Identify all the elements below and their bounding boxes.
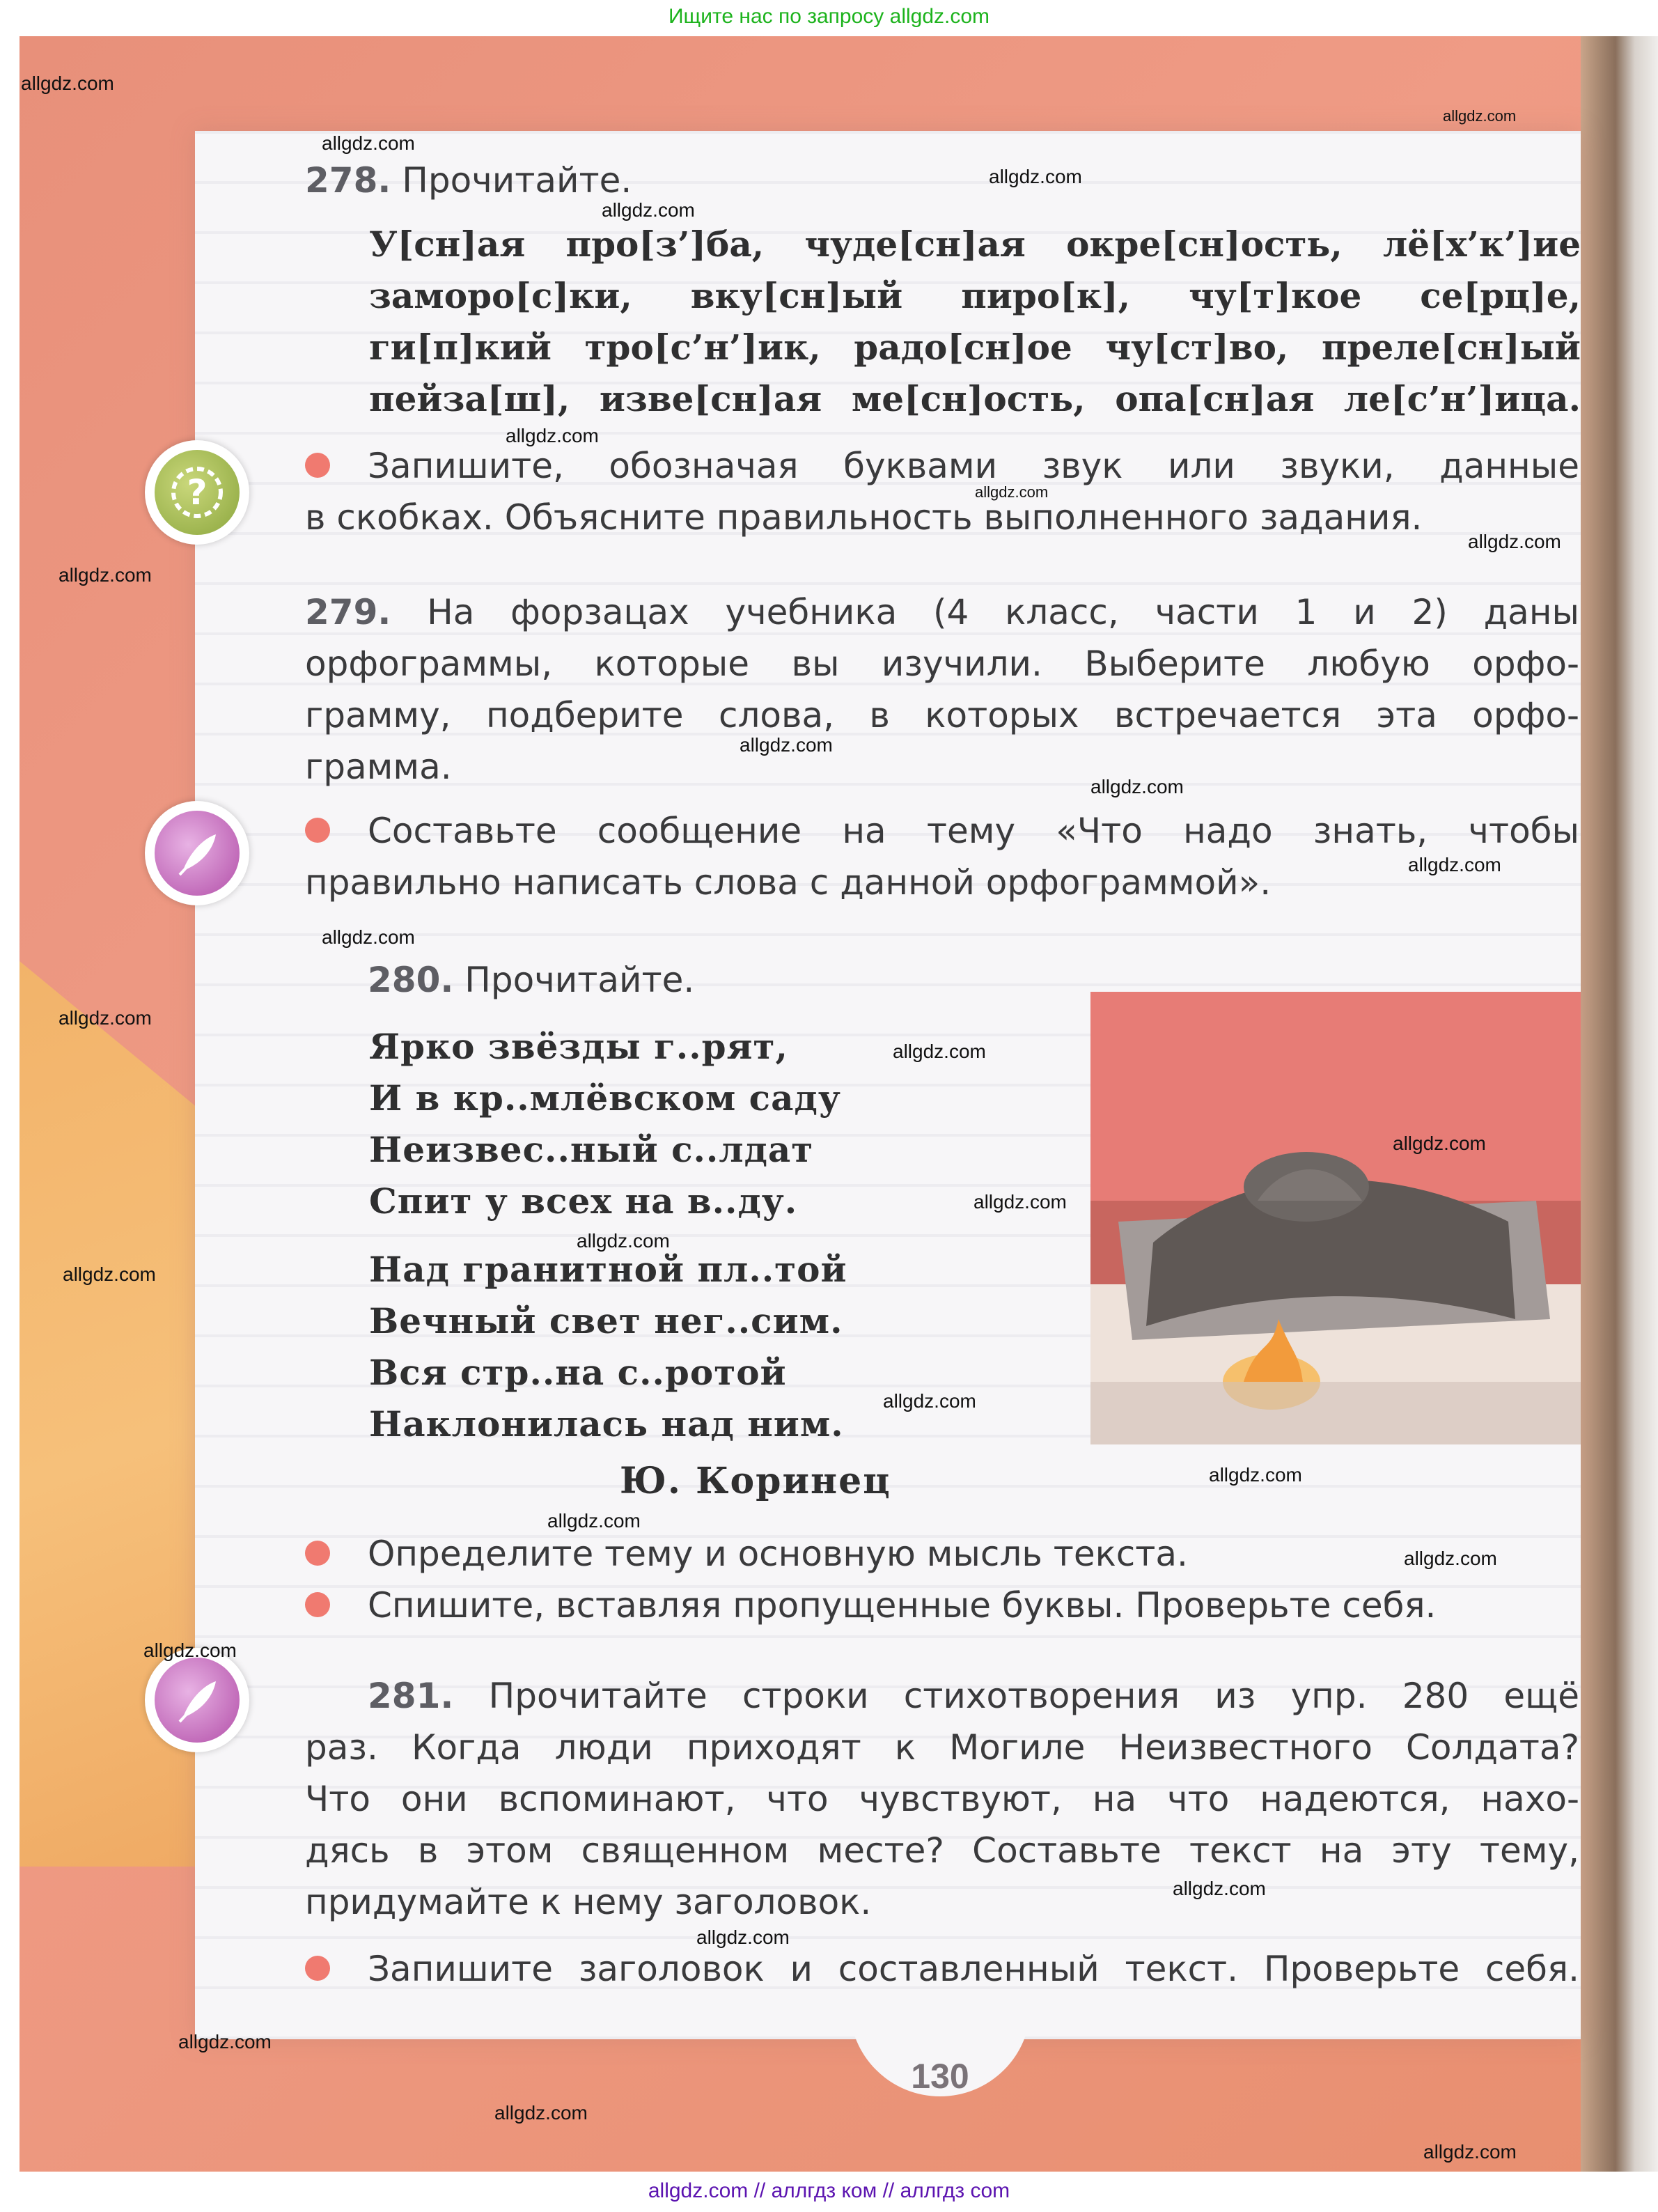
watermark: allgdz.com — [21, 72, 114, 94]
book-spine-edge — [1581, 36, 1658, 2172]
ex280-task-2: Спишите, вставляя пропущенные буквы. Проверьте себя. — [368, 1585, 1437, 1626]
poem-line-3: Неизвес..ный с..лдат — [369, 1129, 814, 1170]
ex279-line-1 — [305, 586, 1579, 638]
ex280-number: 280. — [368, 960, 454, 1000]
question-icon — [145, 440, 249, 545]
watermark: allgdz.com — [1443, 107, 1517, 125]
watermark: allgdz.com — [178, 2031, 272, 2053]
ex279-text-1: На форзацах учебника (4 класс, части 1 и 2) даны — [427, 592, 1579, 632]
ex279-line-3: грамму, подберите слова, в которых встречается эта орфо- — [305, 695, 1579, 735]
question-icon-fill — [155, 450, 240, 535]
top-banner[interactable]: Ищите нас по запросу allgdz.com — [668, 5, 990, 28]
feather-pen-icon-fill — [155, 811, 240, 896]
ex281-text-1: Прочитайте строки стихотворения из упр. 280 ещё — [488, 1676, 1579, 1716]
watermark: allgdz.com — [696, 1926, 790, 1948]
poem-line-7: Вся стр..на с..ротой — [369, 1352, 787, 1393]
ex278-number: 278. — [305, 160, 391, 201]
ex281-line-2: раз. Когда люди приходят к Могиле Неизвестного Солдата? — [305, 1727, 1579, 1768]
ex279-task-line-1: Составьте сообщение на тему «Что надо знать, чтобы — [368, 811, 1579, 851]
ex281-line-4: дясь в этом священном месте? Составьте текст на эту тему, — [305, 1830, 1579, 1871]
ex278-task-line-2: в скобках. Объясните правильность выполненного задания. — [305, 497, 1423, 538]
watermark: allgdz.com — [740, 734, 833, 756]
watermark: allgdz.com — [1209, 1464, 1302, 1486]
watermark: allgdz.com — [1173, 1878, 1266, 1899]
ex279-number: 279. — [305, 592, 391, 632]
ex278-line-1: У[сн]ая про[з’]ба, чуде[сн]ая окре[сн]ость, лё[х’к’]ие — [369, 224, 1581, 265]
ex278-title: Прочитайте. — [402, 160, 632, 201]
eternal-flame-photo — [1090, 992, 1581, 1444]
feather-icon — [155, 811, 240, 896]
ex278-line-4: пейза[ш], изве[сн]ая ме[сн]ость, опа[сн]ая ле[с’н’]ица. — [369, 378, 1581, 419]
ex281-line-1 — [368, 1670, 1579, 1722]
ex278-line-3: ги[п]кий тро[с’н’]ик, радо[сн]ое чу[ст]во, преле[сн]ый — [369, 327, 1581, 368]
watermark: allgdz.com — [143, 1639, 237, 1661]
watermark: allgdz.com — [989, 166, 1082, 187]
bullet-marker — [305, 1541, 330, 1566]
watermark: allgdz.com — [58, 1007, 152, 1029]
tomb-of-unknown-soldier-image — [1090, 992, 1581, 1444]
watermark: allgdz.com — [506, 425, 599, 446]
watermark: allgdz.com — [494, 2102, 588, 2124]
watermark: allgdz.com — [883, 1390, 976, 1412]
poem-line-6: Вечный свет нег..сим. — [369, 1300, 843, 1341]
watermark: allgdz.com — [1423, 2141, 1517, 2163]
watermark: allgdz.com — [322, 926, 415, 948]
feather-pen-icon — [145, 801, 249, 905]
poem-line-2: И в кр..млёвском саду — [369, 1077, 841, 1119]
ex281-number: 281. — [368, 1676, 454, 1716]
ex279-line-4: грамма. — [305, 747, 452, 787]
page-number: 130 — [911, 2057, 969, 2096]
ex281-task: Запишите заголовок и составленный текст. Проверьте себя. — [368, 1949, 1579, 1989]
watermark: allgdz.com — [577, 1230, 670, 1252]
feather-pen-icon-fill — [155, 1658, 240, 1743]
ex279-line-2: орфограммы, которые вы изучили. Выберите любую орфо- — [305, 644, 1579, 684]
poem-line-1: Ярко звёзды г..рят, — [369, 1026, 788, 1067]
bullet-marker — [305, 1956, 330, 1981]
ex281-line-3: Что они вспоминают, что чувствуют, на что надеются, нахо- — [305, 1779, 1579, 1819]
watermark: allgdz.com — [1468, 531, 1561, 552]
bullet-marker — [305, 818, 330, 843]
ex280-task-1: Определите тему и основную мысль текста. — [368, 1534, 1188, 1574]
watermark: allgdz.com — [1090, 776, 1184, 797]
watermark: allgdz.com — [63, 1263, 156, 1285]
question-mark-icon — [155, 450, 240, 535]
poem-line-4: Спит у всех на в..ду. — [369, 1181, 798, 1222]
bullet-marker — [305, 453, 330, 478]
ex279-task-line-2: правильно написать слова с данной орфограммой». — [305, 862, 1272, 903]
watermark: allgdz.com — [975, 483, 1049, 501]
watermark: allgdz.com — [602, 199, 695, 221]
watermark: allgdz.com — [973, 1191, 1067, 1213]
poem-line-8: Наклонилась над ним. — [369, 1403, 844, 1444]
watermark: allgdz.com — [547, 1510, 641, 1532]
watermark: allgdz.com — [1404, 1548, 1497, 1569]
ex278-task-line-1: Запишите, обозначая буквами звук или звуки, данные — [368, 446, 1579, 486]
ex278-line-2: заморо[с]ки, вку[сн]ый пиро[к], чу[т]кое се[рц]е, — [369, 275, 1581, 316]
watermark: allgdz.com — [1393, 1132, 1486, 1154]
feather-icon — [155, 1658, 240, 1743]
ex280-title: Прочитайте. — [464, 960, 695, 1000]
bullet-marker — [305, 1592, 330, 1617]
watermark: allgdz.com — [322, 132, 415, 154]
ex278-header — [305, 155, 1579, 206]
watermark: allgdz.com — [58, 564, 152, 586]
svg-text:?: ? — [187, 472, 208, 513]
watermark: allgdz.com — [1408, 854, 1501, 875]
ex281-line-5: придумайте к нему заголовок. — [305, 1882, 872, 1922]
poem-author: Ю. Коринец — [620, 1460, 891, 1502]
feather-pen-icon — [145, 1648, 249, 1752]
bottom-banner[interactable]: allgdz.com // аллгдз ком // аллгдз com — [0, 2172, 1658, 2212]
poem-line-5: Над гранитной пл..той — [369, 1249, 847, 1290]
watermark: allgdz.com — [893, 1041, 986, 1062]
